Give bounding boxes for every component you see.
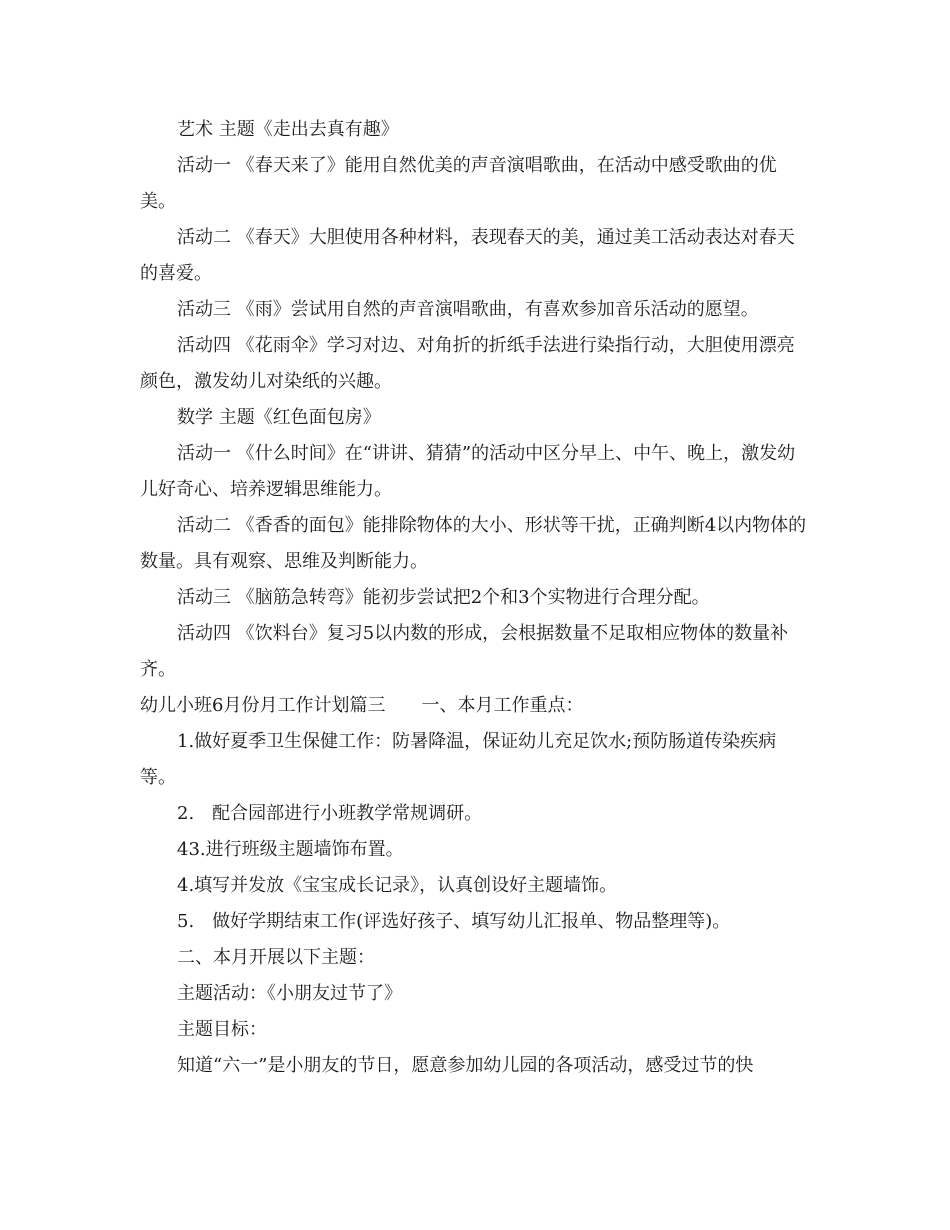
art-activity-1: 活动一 《春天来了》能用自然优美的声音演唱歌曲，在活动中感受歌曲的优美。 xyxy=(140,155,777,212)
focus-item-5: 5. 做好学期结束工作(评选好孩子、填写幼儿汇报单、物品整理等)。 xyxy=(177,911,731,932)
focus-item-4: 4.填写并发放《宝宝成长记录》，认真创设好主题墙饰。 xyxy=(177,875,618,896)
math-activity-2: 活动二 《香香的面包》能排除物体的大小、形状等干扰，正确判断4以内物体的数量。具有观察、思维及判断能力。 xyxy=(140,515,807,572)
document-body xyxy=(140,112,810,1084)
focus-item-1: 1.做好夏季卫生保健工作：防暑降温，保证幼儿充足饮水;预防肠道传染疾病等。 xyxy=(140,731,777,788)
theme-goal-label: 主题目标： xyxy=(177,1019,267,1040)
section-heading-art: 艺术 主题《走出去真有趣》 xyxy=(177,119,399,140)
math-activity-4: 活动四 《饮料台》复习5以内数的形成，会根据数量不足取相应物体的数量补齐。 xyxy=(140,623,789,680)
math-activity-3: 活动三 《脑筋急转弯》能初步尝试把2个和3个实物进行合理分配。 xyxy=(177,587,710,608)
section-heading-themes: 二、本月开展以下主题： xyxy=(177,947,375,968)
math-activity-1: 活动一 《什么时间》在“讲讲、猜猜”的活动中区分早上、中午、晚上，激发幼儿好奇心、培养逻辑思维能力。 xyxy=(140,443,796,500)
plan-title: 幼儿小班6月份月工作计划篇三 一、本月工作重点： xyxy=(140,695,584,716)
theme-goal-text: 知道“六一”是小朋友的节日，愿意参加幼儿园的各项活动，感受过节的快 xyxy=(177,1055,754,1076)
focus-item-3: 43.进行班级主题墙饰布置。 xyxy=(177,839,404,860)
art-activity-4: 活动四 《花雨伞》学习对边、对角折的折纸手法进行染指行动，大胆使用漂亮颜色，激发幼儿对染纸的兴趣。 xyxy=(140,335,795,392)
theme-activity: 主题活动：《小朋友过节了》 xyxy=(177,983,402,1004)
focus-item-2: 2. 配合园部进行小班教学常规调研。 xyxy=(177,803,483,824)
art-activity-3: 活动三 《雨》尝试用自然的声音演唱歌曲，有喜欢参加音乐活动的愿望。 xyxy=(177,299,759,320)
section-heading-math: 数学 主题《红色面包房》 xyxy=(177,407,381,428)
art-activity-2: 活动二 《春天》大胆使用各种材料，表现春天的美，通过美工活动表达对春天的喜爱。 xyxy=(140,227,795,284)
